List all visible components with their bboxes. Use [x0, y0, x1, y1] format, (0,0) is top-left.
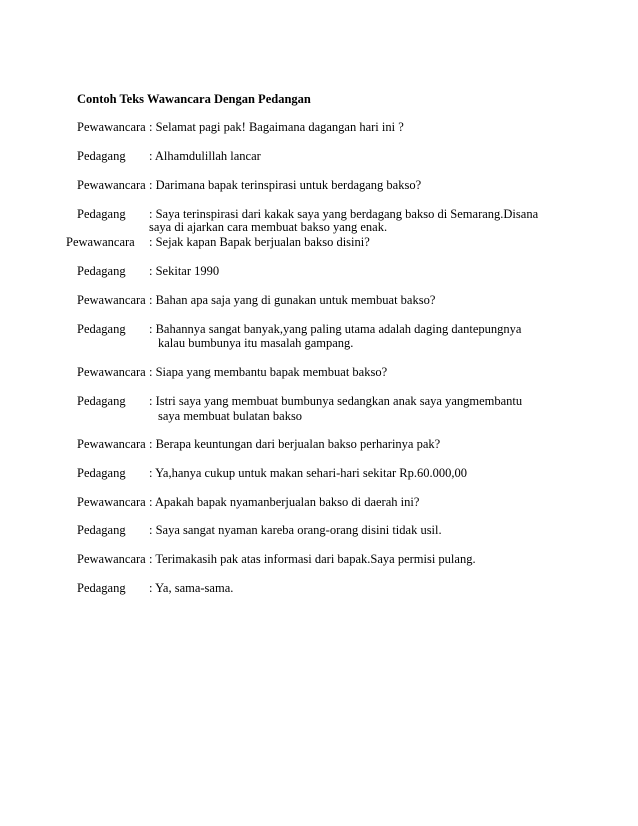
utterance-text: : Darimana bapak terinspirasi untuk berdagang bakso? — [149, 178, 422, 192]
speaker-label: Pewawancara — [77, 120, 146, 134]
speaker-label: Pedagang — [77, 322, 126, 336]
utterance-text: : Istri saya yang membuat bumbunya sedangkan anak saya yangmembantu — [149, 394, 523, 408]
speaker-label: Pewawancara — [77, 178, 146, 192]
utterance-text: : Ya,hanya cukup untuk makan sehari-hari sekitar Rp.60.000,00 — [149, 466, 467, 480]
speaker-label: Pedagang — [77, 466, 126, 480]
speaker-label: Pedagang — [77, 149, 126, 163]
speaker-label: Pedagang — [77, 581, 126, 595]
speaker-label: Pedagang — [77, 264, 126, 278]
utterance-text: : Berapa keuntungan dari berjualan bakso perharinya pak? — [149, 437, 441, 451]
speaker-label: Pedagang — [77, 394, 126, 408]
speaker-label: Pewawancara — [77, 552, 146, 566]
utterance-text: : Siapa yang membantu bapak membuat bakso? — [149, 365, 388, 379]
utterance-continuation: saya membuat bulatan bakso — [158, 409, 303, 423]
utterance-continuation: kalau bumbunya itu masalah gampang. — [158, 336, 354, 350]
speaker-label: Pewawancara — [77, 365, 146, 379]
speaker-label: Pewawancara — [77, 293, 146, 307]
utterance-text: : Alhamdulillah lancar — [149, 149, 261, 163]
speaker-label: Pedagang — [77, 207, 126, 221]
utterance-continuation: saya di ajarkan cara membuat bakso yang enak. — [149, 220, 388, 234]
utterance-text: : Ya, sama-sama. — [149, 581, 234, 595]
utterance-text: : Terimakasih pak atas informasi dari bapak.Saya permisi pulang. — [149, 552, 476, 566]
speaker-label: Pedagang — [77, 523, 126, 537]
utterance-text: : Sejak kapan Bapak berjualan bakso disini? — [149, 235, 370, 249]
utterance-text: : Sekitar 1990 — [149, 264, 220, 278]
utterance-text: : Saya terinspirasi dari kakak saya yang berdagang bakso di Semarang.Disana — [149, 207, 539, 221]
utterance-text: : Bahannya sangat banyak,yang paling utama adalah daging dantepungnya — [149, 322, 522, 336]
utterance-text: : Apakah bapak nyamanberjualan bakso di daerah ini? — [149, 495, 420, 509]
speaker-label: Pewawancara — [77, 437, 146, 451]
utterance-text: : Saya sangat nyaman kareba orang-orang disini tidak usil. — [149, 523, 442, 537]
speaker-label: Pewawancara — [66, 235, 135, 249]
speaker-label: Pewawancara — [77, 495, 146, 509]
document-title: Contoh Teks Wawancara Dengan Pedangan — [77, 92, 311, 106]
utterance-text: : Selamat pagi pak! Bagaimana dagangan hari ini ? — [149, 120, 404, 134]
utterance-text: : Bahan apa saja yang di gunakan untuk membuat bakso? — [149, 293, 436, 307]
